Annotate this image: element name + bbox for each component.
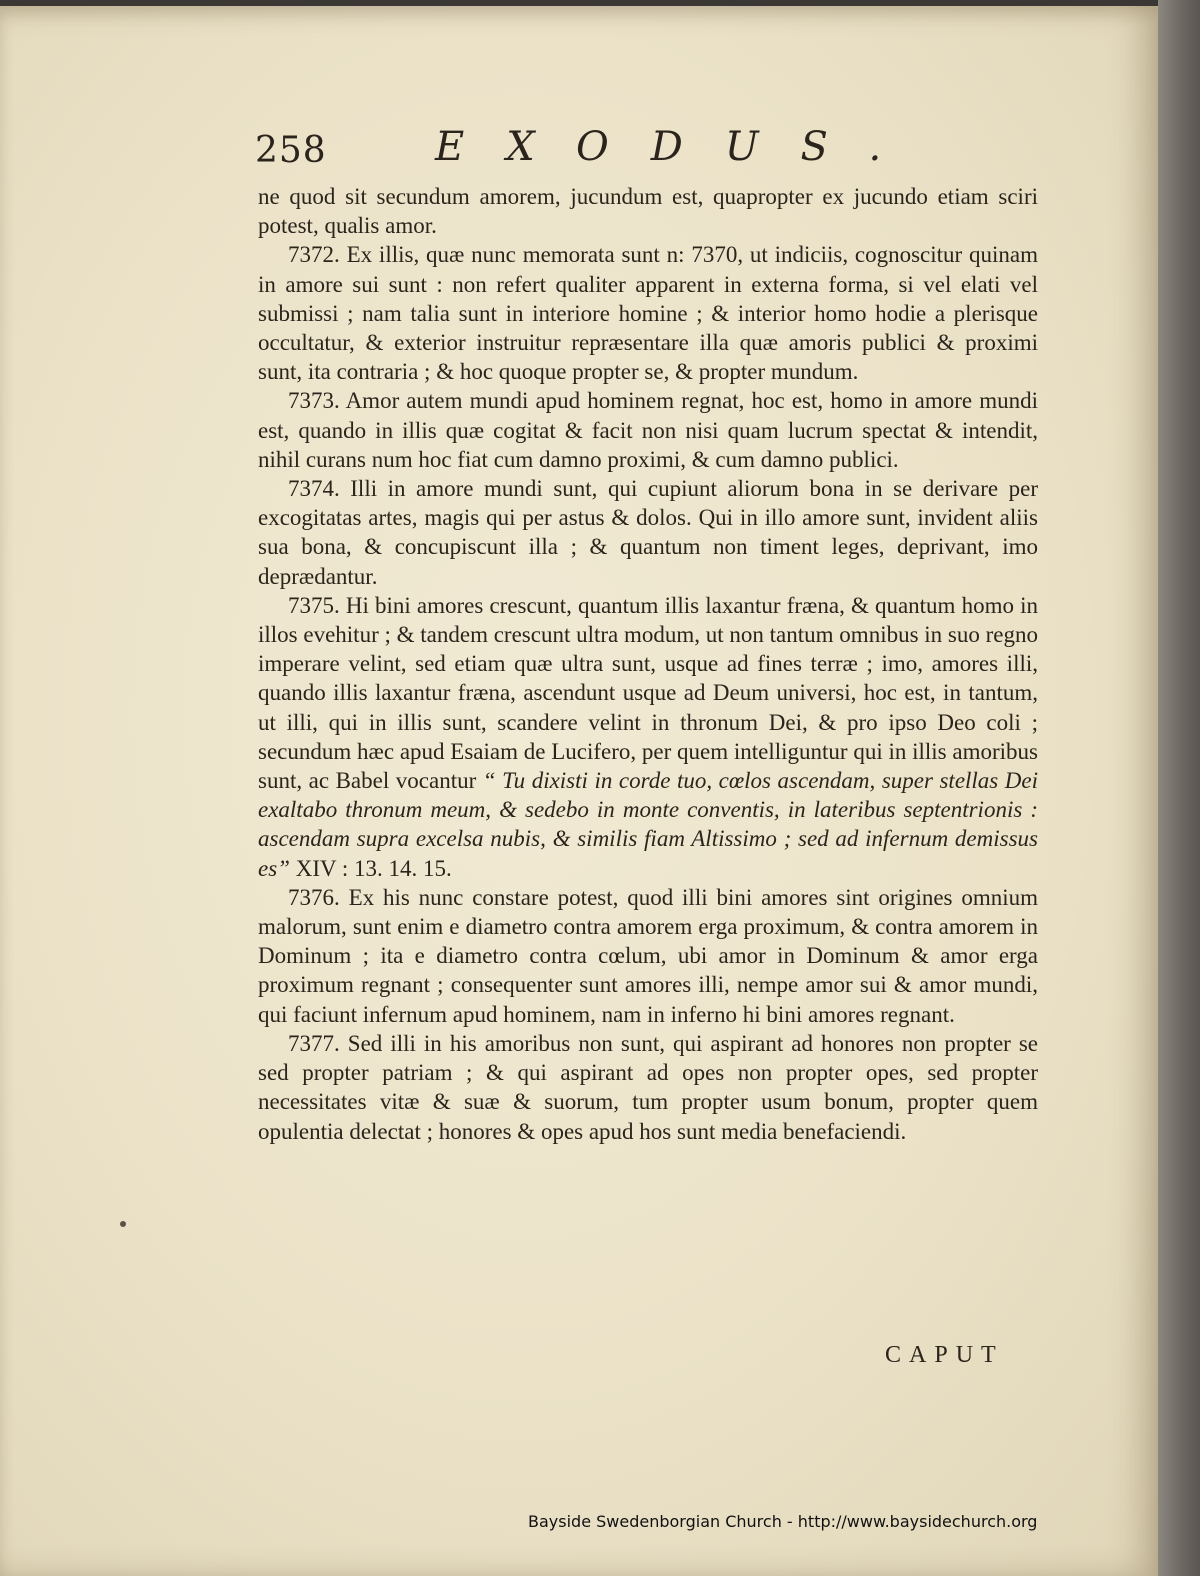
isaiah-quote: “ Tu dixisti in corde tuo, cœlos ascendam, super stellas Dei exaltabo thronum meum, & sedebo in monte conventis, in lateribus septentrionis : ascendam supra excelsa nubis, & similis fiam Altissimo ; sed ad infernum demissus es” bbox=[258, 768, 1039, 881]
intro-paragraph: ne quod sit secundum amorem, jucundum est, quapropter ex jucundo etiam sciri potest, qualis amor. bbox=[258, 184, 1038, 239]
paragraph-7376: 7376. Ex his nunc constare potest, quod illi bini amores sint origines omnium malorum, sunt enim e diametro contra amorem erga proximum, & contra amorem in Dominum ; ita e diametro contra cœlum, ubi amor in Dominum & amor erga proximum regnant ; consequenter sunt amores illi, nempe amor sui & amor mundi, qui faciunt infernum apud hominem, nam in inferno hi bini amores regnant. bbox=[258, 884, 1038, 1027]
scripture-reference: XIV : 13. 14. 15. bbox=[295, 855, 452, 881]
page-header bbox=[255, 124, 1055, 176]
book-page bbox=[0, 6, 1158, 1576]
paragraph-7375 bbox=[258, 591, 1038, 883]
body-text bbox=[258, 182, 1038, 1146]
paragraph-7373: 7373. Amor autem mundi apud hominem regnat, hoc est, homo in amore mundi est, quando in illis quæ cogitat & facit non nisi quam lucrum spectat & intendit, nihil curans num hoc fiat cum damno proximi, & cum damno publici. bbox=[258, 388, 1038, 472]
paragraph-7377: 7377. Sed illi in his amoribus non sunt, qui aspirant ad honores non propter se sed propter patriam ; & qui aspirant ad opes non propter opes, sed propter necessitates vitæ & suæ & suorum, tum propter usum bonum, propter quem opulentia delectat ; honores & opes apud hos sunt media benefaciendi. bbox=[258, 1030, 1038, 1144]
paragraph-7374: 7374. Illi in amore mundi sunt, qui cupiunt aliorum bona in se derivare per excogitatas artes, magis qui per astus & dolos. Qui in illo amore sunt, invident aliis sua bona, & concupiscunt illa ; & quantum non timent leges, deprivant, imo deprædantur. bbox=[258, 476, 1038, 589]
binding-edge bbox=[1158, 0, 1200, 1576]
page-number: 258 bbox=[255, 130, 327, 171]
paragraph-7372: 7372. Ex illis, quæ nunc memorata sunt n: 7370, ut indiciis, cognoscitur quinam in amore sui sunt : non refert qualiter apparent in externa forma, si vel elati vel submissi ; nam talia sunt in interiore homine ; & interior homo hodie a plerisque occultatur, & exterior instruitur repræsentare illa quæ amoris publici & proximi sunt, ita contraria ; & hoc quoque propter se, & propter mundum. bbox=[258, 242, 1038, 385]
paragraph-7375-text: 7375. Hi bini amores crescunt, quantum illis laxantur fræna, & quantum homo in illos evehitur ; & tandem crescunt ultra modum, ut non tantum omnibus in suo regno imperare velint, sed etiam quæ ultra sunt, usque ad fines terræ ; imo, amores illi, quando illis laxantur fræna, ascendunt usque ad Deum universi, hoc est, in tantum, ut illi, qui in illis sunt, scandere velint in thronum Dei, & pro ipso Deo coli ; secundum hæc apud Esaiam de Lucifero, per quem intelliguntur qui in illis amoribus sunt, ac Babel vocantur bbox=[258, 592, 1038, 794]
catchword: CAPUT bbox=[885, 1342, 1004, 1368]
footer-credit: Bayside Swedenborgian Church - http://www.baysidechurch.org bbox=[528, 1512, 1038, 1531]
running-title: EXODUS. bbox=[435, 124, 924, 170]
ink-speck bbox=[120, 1221, 126, 1227]
